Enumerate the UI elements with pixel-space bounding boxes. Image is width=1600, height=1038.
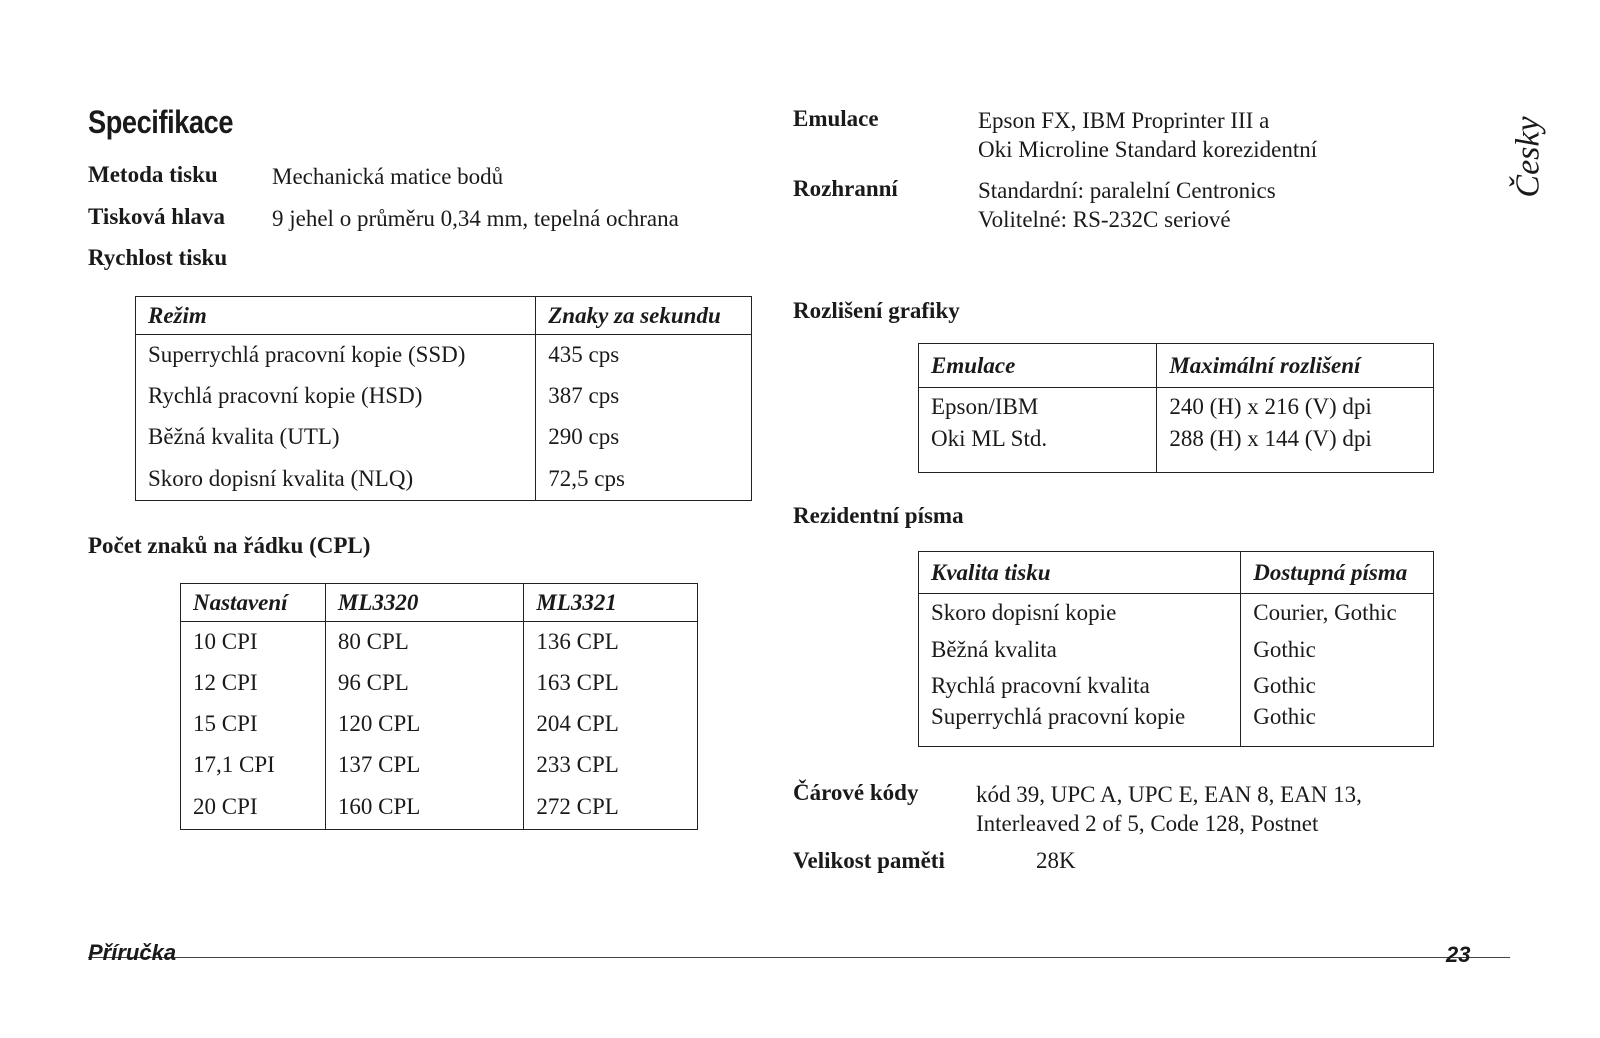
page-title: Specifikace — [88, 104, 234, 140]
graphics-cell: 288 (H) x 144 (V) dpi — [1157, 426, 1434, 473]
graphics-label: Rozlišení grafiky — [793, 298, 960, 323]
cpl-table — [180, 583, 698, 830]
fonts-cell: Gothic — [1241, 704, 1434, 747]
speed-cps-cell: 435 cps — [536, 335, 752, 376]
graphics-cell: 240 (H) x 216 (V) dpi — [1157, 388, 1434, 426]
speed-mode-cell: Rychlá pracovní kopie (HSD) — [136, 376, 536, 417]
table-row — [136, 458, 752, 501]
memory-value: 28K — [1036, 848, 1076, 873]
graphics-header-emulation: Emulace — [919, 344, 1157, 388]
cpl-cell: 233 CPL — [524, 745, 698, 786]
barcodes-value — [976, 780, 1362, 838]
table-row — [181, 745, 698, 786]
speed-cps-cell: 290 cps — [536, 417, 752, 458]
print-method-label: Metoda tisku — [88, 162, 218, 187]
interface-value — [978, 176, 1276, 234]
speed-cps-cell: 387 cps — [536, 376, 752, 417]
cpl-cell: 80 CPL — [325, 622, 524, 663]
cpl-header-ml3321: ML3321 — [524, 584, 698, 622]
barcodes-line-1: kód 39, UPC A, UPC E, EAN 8, EAN 13, — [976, 782, 1362, 807]
print-head-label: Tisková hlava — [88, 204, 225, 229]
emulation-line-2: Oki Microline Standard korezidentní — [978, 137, 1318, 162]
graphics-cell: Oki ML Std. — [919, 426, 1157, 473]
table-row — [181, 704, 698, 745]
interface-line-1: Standardní: paralelní Centronics — [978, 178, 1276, 203]
table-row — [181, 663, 698, 704]
cpl-cell: 10 CPI — [181, 622, 326, 663]
cpl-cell: 12 CPI — [181, 663, 326, 704]
speed-mode-cell: Superrychlá pracovní kopie (SSD) — [136, 335, 536, 376]
cpl-cell: 272 CPL — [524, 786, 698, 830]
barcodes-label: Čárové kódy — [793, 780, 919, 805]
cpl-cell: 96 CPL — [325, 663, 524, 704]
side-language-tab: Česky — [1509, 116, 1547, 198]
barcodes-line-2: Interleaved 2 of 5, Code 128, Postnet — [976, 811, 1319, 836]
fonts-cell: Superrychlá pracovní kopie — [919, 704, 1241, 747]
cpl-header-setting: Nastavení — [181, 584, 326, 622]
emulation-label: Emulace — [793, 106, 879, 131]
table-row — [919, 594, 1434, 632]
cpl-cell: 17,1 CPI — [181, 745, 326, 786]
footer-manual-title: Příručka — [88, 940, 177, 965]
cpl-table-header — [181, 584, 698, 622]
footer-divider — [88, 957, 1510, 958]
graphics-table — [918, 343, 1434, 473]
table-row — [181, 786, 698, 830]
emulation-value — [978, 106, 1317, 164]
cpl-cell: 137 CPL — [325, 745, 524, 786]
cpl-cell: 136 CPL — [524, 622, 698, 663]
speed-header-cps: Znaky za sekundu — [536, 297, 752, 335]
fonts-table-header — [919, 552, 1434, 594]
table-row — [136, 417, 752, 458]
fonts-cell: Courier, Gothic — [1241, 594, 1434, 632]
interface-line-2: Volitelné: RS-232C seriové — [978, 207, 1231, 232]
cpl-cell: 15 CPI — [181, 704, 326, 745]
speed-mode-cell: Běžná kvalita (UTL) — [136, 417, 536, 458]
fonts-cell: Rychlá pracovní kvalita — [919, 668, 1241, 704]
speed-mode-cell: Skoro dopisní kvalita (NLQ) — [136, 458, 536, 501]
speed-cps-cell: 72,5 cps — [536, 458, 752, 501]
fonts-header-fonts: Dostupná písma — [1241, 552, 1434, 594]
fonts-cell: Gothic — [1241, 668, 1434, 704]
table-row — [919, 704, 1434, 747]
table-row — [919, 388, 1434, 426]
table-row — [181, 622, 698, 663]
fonts-table — [918, 551, 1434, 747]
speed-table — [135, 296, 752, 501]
table-row — [919, 632, 1434, 668]
cpl-cell: 160 CPL — [325, 786, 524, 830]
print-head-value: 9 jehel o průměru 0,34 mm, tepelná ochrana — [272, 206, 679, 231]
fonts-label: Rezidentní písma — [793, 503, 964, 528]
table-row — [136, 335, 752, 376]
table-row — [919, 426, 1434, 473]
cpl-cell: 163 CPL — [524, 663, 698, 704]
cpl-header-ml3320: ML3320 — [325, 584, 524, 622]
fonts-cell: Gothic — [1241, 632, 1434, 668]
page-number: 23 — [1446, 942, 1471, 967]
graphics-header-resolution: Maximální rozlišení — [1157, 344, 1434, 388]
memory-label: Velikost paměti — [793, 848, 945, 873]
table-row — [919, 668, 1434, 704]
speed-header-mode: Režim — [136, 297, 536, 335]
graphics-cell: Epson/IBM — [919, 388, 1157, 426]
fonts-cell: Běžná kvalita — [919, 632, 1241, 668]
fonts-header-quality: Kvalita tisku — [919, 552, 1241, 594]
interface-label: Rozhranní — [793, 176, 898, 201]
emulation-line-1: Epson FX, IBM Proprinter III a — [978, 108, 1270, 133]
print-speed-label: Rychlost tisku — [88, 245, 228, 270]
cpl-cell: 120 CPL — [325, 704, 524, 745]
speed-table-header — [136, 297, 752, 335]
fonts-cell: Skoro dopisní kopie — [919, 594, 1241, 632]
cpl-label: Počet znaků na řádku (CPL) — [88, 533, 371, 558]
cpl-cell: 20 CPI — [181, 786, 326, 830]
print-method-value: Mechanická matice bodů — [272, 164, 504, 189]
graphics-table-header — [919, 344, 1434, 388]
table-row — [136, 376, 752, 417]
cpl-cell: 204 CPL — [524, 704, 698, 745]
